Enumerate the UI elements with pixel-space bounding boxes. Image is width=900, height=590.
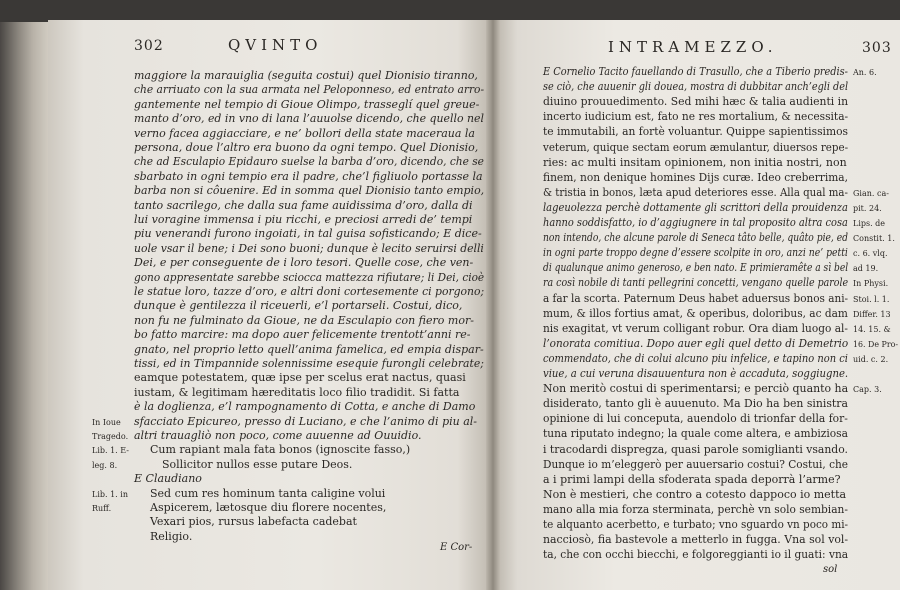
text-line: è la doglienza, e’l rampognamento di Cotta, e anche di Damo	[134, 400, 476, 414]
text-line: & tristia in bonos, læta apud deteriores esse. Alla qual ma-	[543, 185, 848, 199]
text-line: i tracodardi dispregza, quasi parole somiglianti vsando.	[543, 442, 848, 456]
text-line: Sollicitor nullos esse putare Deos.	[162, 457, 353, 471]
text-line: commendato, che di colui alcuno piu infelice, e tapino non ci	[543, 351, 848, 365]
text-line: ra così nobile di tanti pellegrini concetti, vengano quelle parole	[543, 276, 849, 290]
margin-note: In Physi.	[853, 279, 889, 289]
text-line: manto d’oro, ed in vno di lana l’auuolse dicendo, che quello nel	[134, 112, 484, 126]
margin-note: 14. 15. &	[853, 324, 891, 334]
text-line: te alquanto acerbetto, e turbato; vno sguardo vn poco mi-	[543, 518, 849, 531]
margin-note: Cap. 3.	[853, 385, 882, 395]
margin-note: Constit. 1.	[853, 234, 895, 244]
margin-note: leg. 8.	[92, 460, 118, 470]
text-line: barba non si côuenire. Ed in somma quel Dionisio tanto empio,	[134, 184, 485, 198]
text-line: viue, a cui veruna disauuentura non è accaduta, soggiugne.	[543, 367, 849, 380]
text-line: Non meritò costui di sperimentarsi; e perciò quanto ha	[543, 382, 849, 396]
text-line: uole vsar il bene; i Dei sono buoni; dunque è lecito seruirsi delli	[134, 241, 484, 255]
text-line: tuna riputato indegno; la quale come altera, e ambiziosa	[543, 427, 848, 441]
text-line: veterum, quique sectam eorum æmulantur, diuersos repe-	[543, 140, 849, 154]
text-line: ries: ac multi insitam opinionem, non initia nostri, non	[543, 155, 847, 169]
right-page-number: 303	[862, 40, 892, 56]
text-line: Dunque io m’eleggerò per auuersario costui? Costui, che	[543, 457, 849, 471]
margin-note: 16. De Pro-	[853, 339, 899, 349]
text-line: opinione di lui conceputa, auendolo di trionfar della for-	[543, 412, 848, 426]
text-line: incerto iudicium est, fato ne res mortalium, & necessita-	[543, 110, 849, 124]
text-line: non fu ne fulminato da Gioue, ne da Esculapio con fiero mor-	[134, 313, 474, 327]
right-catchword: sol	[823, 564, 838, 575]
text-line: gantemente nel tempio di Gioue Olimpo, trasseglí quel greue-	[134, 97, 480, 111]
text-line: Non è mestieri, che contro a cotesto dappoco io metta	[543, 487, 847, 501]
text-line: maggiore la marauiglia (seguita costui) quel Dionisio tiranno,	[134, 69, 478, 82]
text-line: gono appresentate sarebbe sciocca mattezza rifiutare; li Dei, cioè	[134, 270, 485, 284]
text-line: non intendo, che alcune parole di Seneca tâto belle, quâto pie, ed	[543, 231, 849, 245]
text-line: persona, doue l’altro era buono da ogni tempo. Quel Dionisio,	[134, 141, 479, 154]
text-line: Sed cum res hominum tanta caligine volui	[150, 486, 386, 500]
text-line: E Claudiano	[134, 472, 202, 486]
margin-note: Stoi. l. 1.	[853, 294, 890, 304]
text-line: nis exagitat, vt verum colligant robur. Ora diam luogo al-	[543, 321, 848, 335]
margin-note: In Ioue	[92, 417, 121, 427]
text-line: eamque potestatem, quæ ipse per scelus erat nactus, quasi	[134, 371, 466, 385]
text-line: piu venerandi furono ingoiati, in tal guisa sofisticando; E dice-	[134, 227, 482, 241]
margin-note: ad 19.	[853, 264, 879, 274]
margin-note: c. 6. vlq.	[853, 249, 888, 259]
text-line: finem, non denique homines Dijs curæ. Ideo creberrima,	[543, 170, 849, 184]
margin-note: Lips. de	[853, 219, 886, 228]
text-line: Religio.	[150, 529, 193, 543]
margin-note: Tragedo.	[92, 432, 129, 441]
text-line: Dei, e per conseguente de i loro tesori. Quelle cose, che ven-	[134, 256, 474, 270]
text-line: l’onorata comitiua. Dopo auer egli quel detto di Demetrio	[543, 336, 849, 350]
margin-note: Differ. 13	[853, 309, 891, 319]
text-line: se ciò, che auuenir gli douea, mostra di dubbitar anch’egli del	[543, 80, 849, 94]
text-line: Aspicerem, lætosque diu florere nocentes,	[150, 501, 387, 514]
text-line: disiderato, tanto gli è auuenuto. Ma Dio ha ben sinistra	[543, 397, 848, 411]
margin-note: An. 6.	[853, 68, 877, 77]
text-line: ta, che con occhi biecchi, e folgoreggianti io il guati: vna	[543, 548, 849, 562]
text-line: a i primi lampi della sfoderata spada deporrà l’arme?	[543, 472, 841, 486]
text-line: in ogni parte troppo degne d’essere scolpite in oro, anzi ne’ petti	[543, 246, 848, 260]
margin-note: Gian. ca-	[853, 188, 889, 198]
text-line: mano alla mia forza sterminata, perchè vn solo sembian-	[543, 502, 848, 516]
left-catchword: E Cor-	[440, 542, 473, 553]
text-line: tissi, ed in Timpannide solennissime esequie furongli celebrate;	[134, 357, 484, 370]
text-line: altri trauagliò non poco, come auuenne ad Ouuidio.	[134, 429, 422, 442]
margin-note: Lib. 1. in	[92, 489, 128, 499]
margin-note: uid. c. 2.	[853, 354, 889, 364]
text-line: sfacciato Epicureo, presso di Luciano, e che l’animo di piu al-	[134, 414, 478, 428]
text-line: nacciosò, fia bastevole a metterlo in fugga. Vna sol vol-	[543, 533, 849, 547]
margin-note: Lib. 1. E-	[92, 446, 129, 456]
text-line: lageuolezza perchè dottamente gli scrittori della prouidenza	[543, 200, 848, 214]
text-line: che arriuato con la sua armata nel Peloponneso, ed entrato arro-	[134, 83, 485, 97]
margin-note: Ruff.	[92, 504, 112, 513]
text-line: bo fatto marcire: ma dopo auer felicemente trentott’anni re-	[134, 328, 471, 342]
text-line: a far la scorta. Paternum Deus habet aduersus bonos ani-	[543, 291, 849, 305]
text-line: lui voragine immensa i piu ricchi, e preciosi arredi de’ tempi	[134, 213, 473, 226]
text-line: tanto sacrilego, che dalla sua fame auidissima d’oro, dalla di	[134, 198, 473, 212]
right-running-head: INTRAMEZZO.	[608, 38, 778, 56]
text-line: dunque è gentilezza il riceuerli, e’l portarseli. Costui, dico,	[134, 299, 463, 313]
text-line: verno facea aggiacciare, e ne’ bollori della state maceraua la	[134, 126, 475, 140]
text-line: hanno soddisfatto, io d’aggiugnere in tal proposito altra cosa	[543, 216, 848, 229]
left-page-number: 302	[134, 38, 164, 54]
text-line: E Cornelio Tacito fauellando di Trasullo, che a Tiberio predis-	[543, 65, 848, 78]
text-line: mum, & illos fortius amat, & operibus, doloribus, ac dam	[543, 306, 848, 320]
margin-note: pit. 24.	[853, 203, 882, 213]
text-line: Cum rapiant mala fata bonos (ignoscite fasso,)	[150, 443, 411, 457]
text-line: di qualunque animo generoso, e ben nato. E primieramête a sì bel	[543, 261, 849, 275]
text-line: iustam, & legitimam hæreditatis loco filio tradidit. Si fatta	[134, 385, 460, 399]
text-line: te immutabili, an fortè voluantur. Quippe sapientissimos	[543, 125, 849, 139]
text-line: che ad Esculapio Epidauro suelse la barba d’oro, dicendo, che se	[134, 155, 484, 169]
text-line: sbarbato in ogni tempio era il padre, che’l figliuolo portasse la	[134, 169, 483, 183]
text-line: diuino prouuedimento. Sed mihi hæc & talia audienti in	[543, 95, 849, 109]
text-line: gnato, nel proprio letto quell’anima famelica, ed empia dispar-	[134, 342, 484, 356]
text-line: Vexari pios, rursus labefacta cadebat	[150, 515, 357, 529]
text-line: le statue loro, tazze d’oro, e altri doni cortesemente ci porgono;	[134, 285, 485, 298]
left-running-head: QVINTO	[228, 36, 323, 54]
book-gutter	[486, 20, 500, 590]
